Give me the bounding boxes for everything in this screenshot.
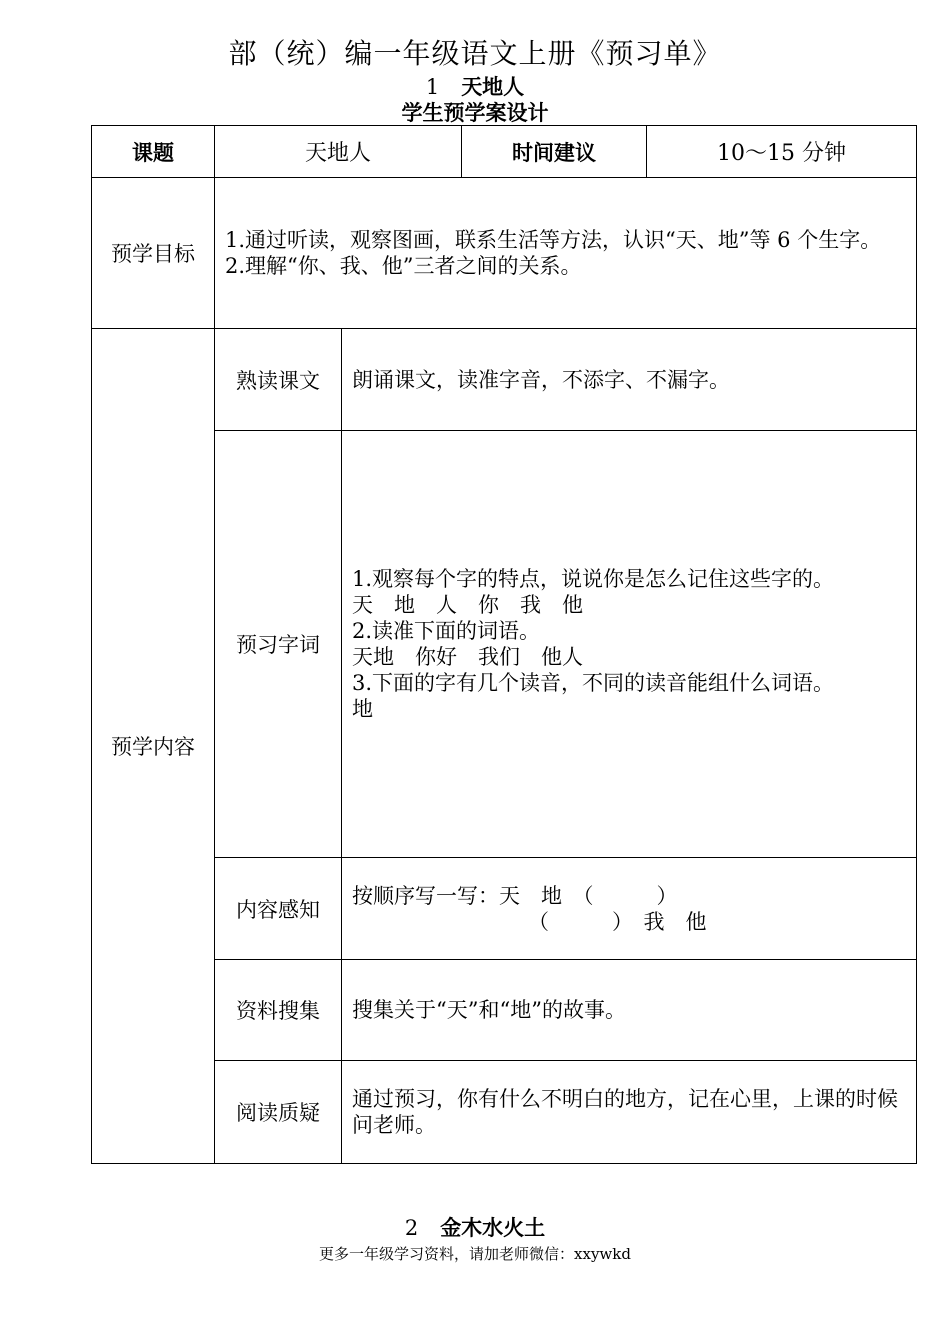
section-text-words — [342, 431, 917, 858]
section-label-questions: 阅读质疑 — [215, 1061, 342, 1164]
section-row-perception — [92, 858, 917, 960]
lesson-name: 天地人 — [461, 75, 525, 99]
section-label-research: 资料搜集 — [215, 960, 342, 1061]
topic-label: 课题 — [92, 126, 215, 178]
goal-label: 预学目标 — [92, 178, 215, 329]
document-subtitle: 学生预学案设计 — [401, 101, 549, 125]
time-label: 时间建议 — [462, 126, 647, 178]
next-lesson-name: 金木水火土 — [440, 1216, 546, 1240]
topic-value: 天地人 — [215, 126, 462, 178]
section-label-words: 预习字词 — [215, 431, 342, 858]
section-text-questions — [342, 1061, 917, 1164]
section-text-perception — [342, 858, 917, 960]
section-label-perception: 内容感知 — [215, 858, 342, 960]
words-line-2: 天 地 人 你 我 他 — [352, 593, 583, 617]
lesson-number: 1 — [425, 75, 440, 99]
document-title: 部（统）编一年级语文上册《预习单》 — [228, 37, 722, 70]
section-row-research — [92, 960, 917, 1061]
goal-line-1: 1.通过听读，观察图画，联系生活等方法，认识“天、地”等 6 个生字。 — [225, 228, 882, 252]
read-line-1: 朗诵课文，读准字音，不添字、不漏字。 — [352, 367, 730, 392]
lesson-heading — [0, 74, 950, 100]
section-text-read — [342, 329, 917, 431]
content-label: 预学内容 — [92, 329, 215, 1164]
section-row-words — [92, 431, 917, 858]
words-line-6: 地 — [352, 697, 373, 721]
section-label-read: 熟读课文 — [215, 329, 342, 431]
words-line-4: 天地 你好 我们 他人 — [352, 645, 583, 669]
preview-table — [91, 125, 917, 1164]
questions-line-1: 通过预习，你有什么不明白的地方，记在心里，上课的时候问老师。 — [352, 1087, 898, 1137]
goal-line-2: 2.理解“你、我、他”三者之间的关系。 — [225, 254, 582, 278]
footer-note: 更多一年级学习资料，请加老师微信：xxywkd — [319, 1245, 631, 1263]
words-line-3: 2.读准下面的词语。 — [352, 619, 541, 643]
next-lesson-number: 2 — [404, 1216, 419, 1240]
time-value: 10～15 分钟 — [647, 126, 917, 178]
words-line-1: 1.观察每个字的特点，说说你是怎么记住这些字的。 — [352, 567, 835, 591]
topic-row — [92, 126, 917, 178]
goal-row — [92, 178, 917, 329]
goal-text — [215, 178, 917, 329]
perception-line-2: （ ） 我 他 — [528, 909, 707, 934]
research-line-1: 搜集关于“天”和“地”的故事。 — [352, 998, 626, 1022]
section-row-questions — [92, 1061, 917, 1164]
section-row-read — [92, 329, 917, 431]
section-text-research — [342, 960, 917, 1061]
perception-line-1: 按顺序写一写：天 地 （ ） — [352, 883, 678, 908]
next-lesson-heading — [0, 1214, 950, 1242]
words-line-5: 3.下面的字有几个读音，不同的读音能组什么词语。 — [352, 671, 835, 695]
